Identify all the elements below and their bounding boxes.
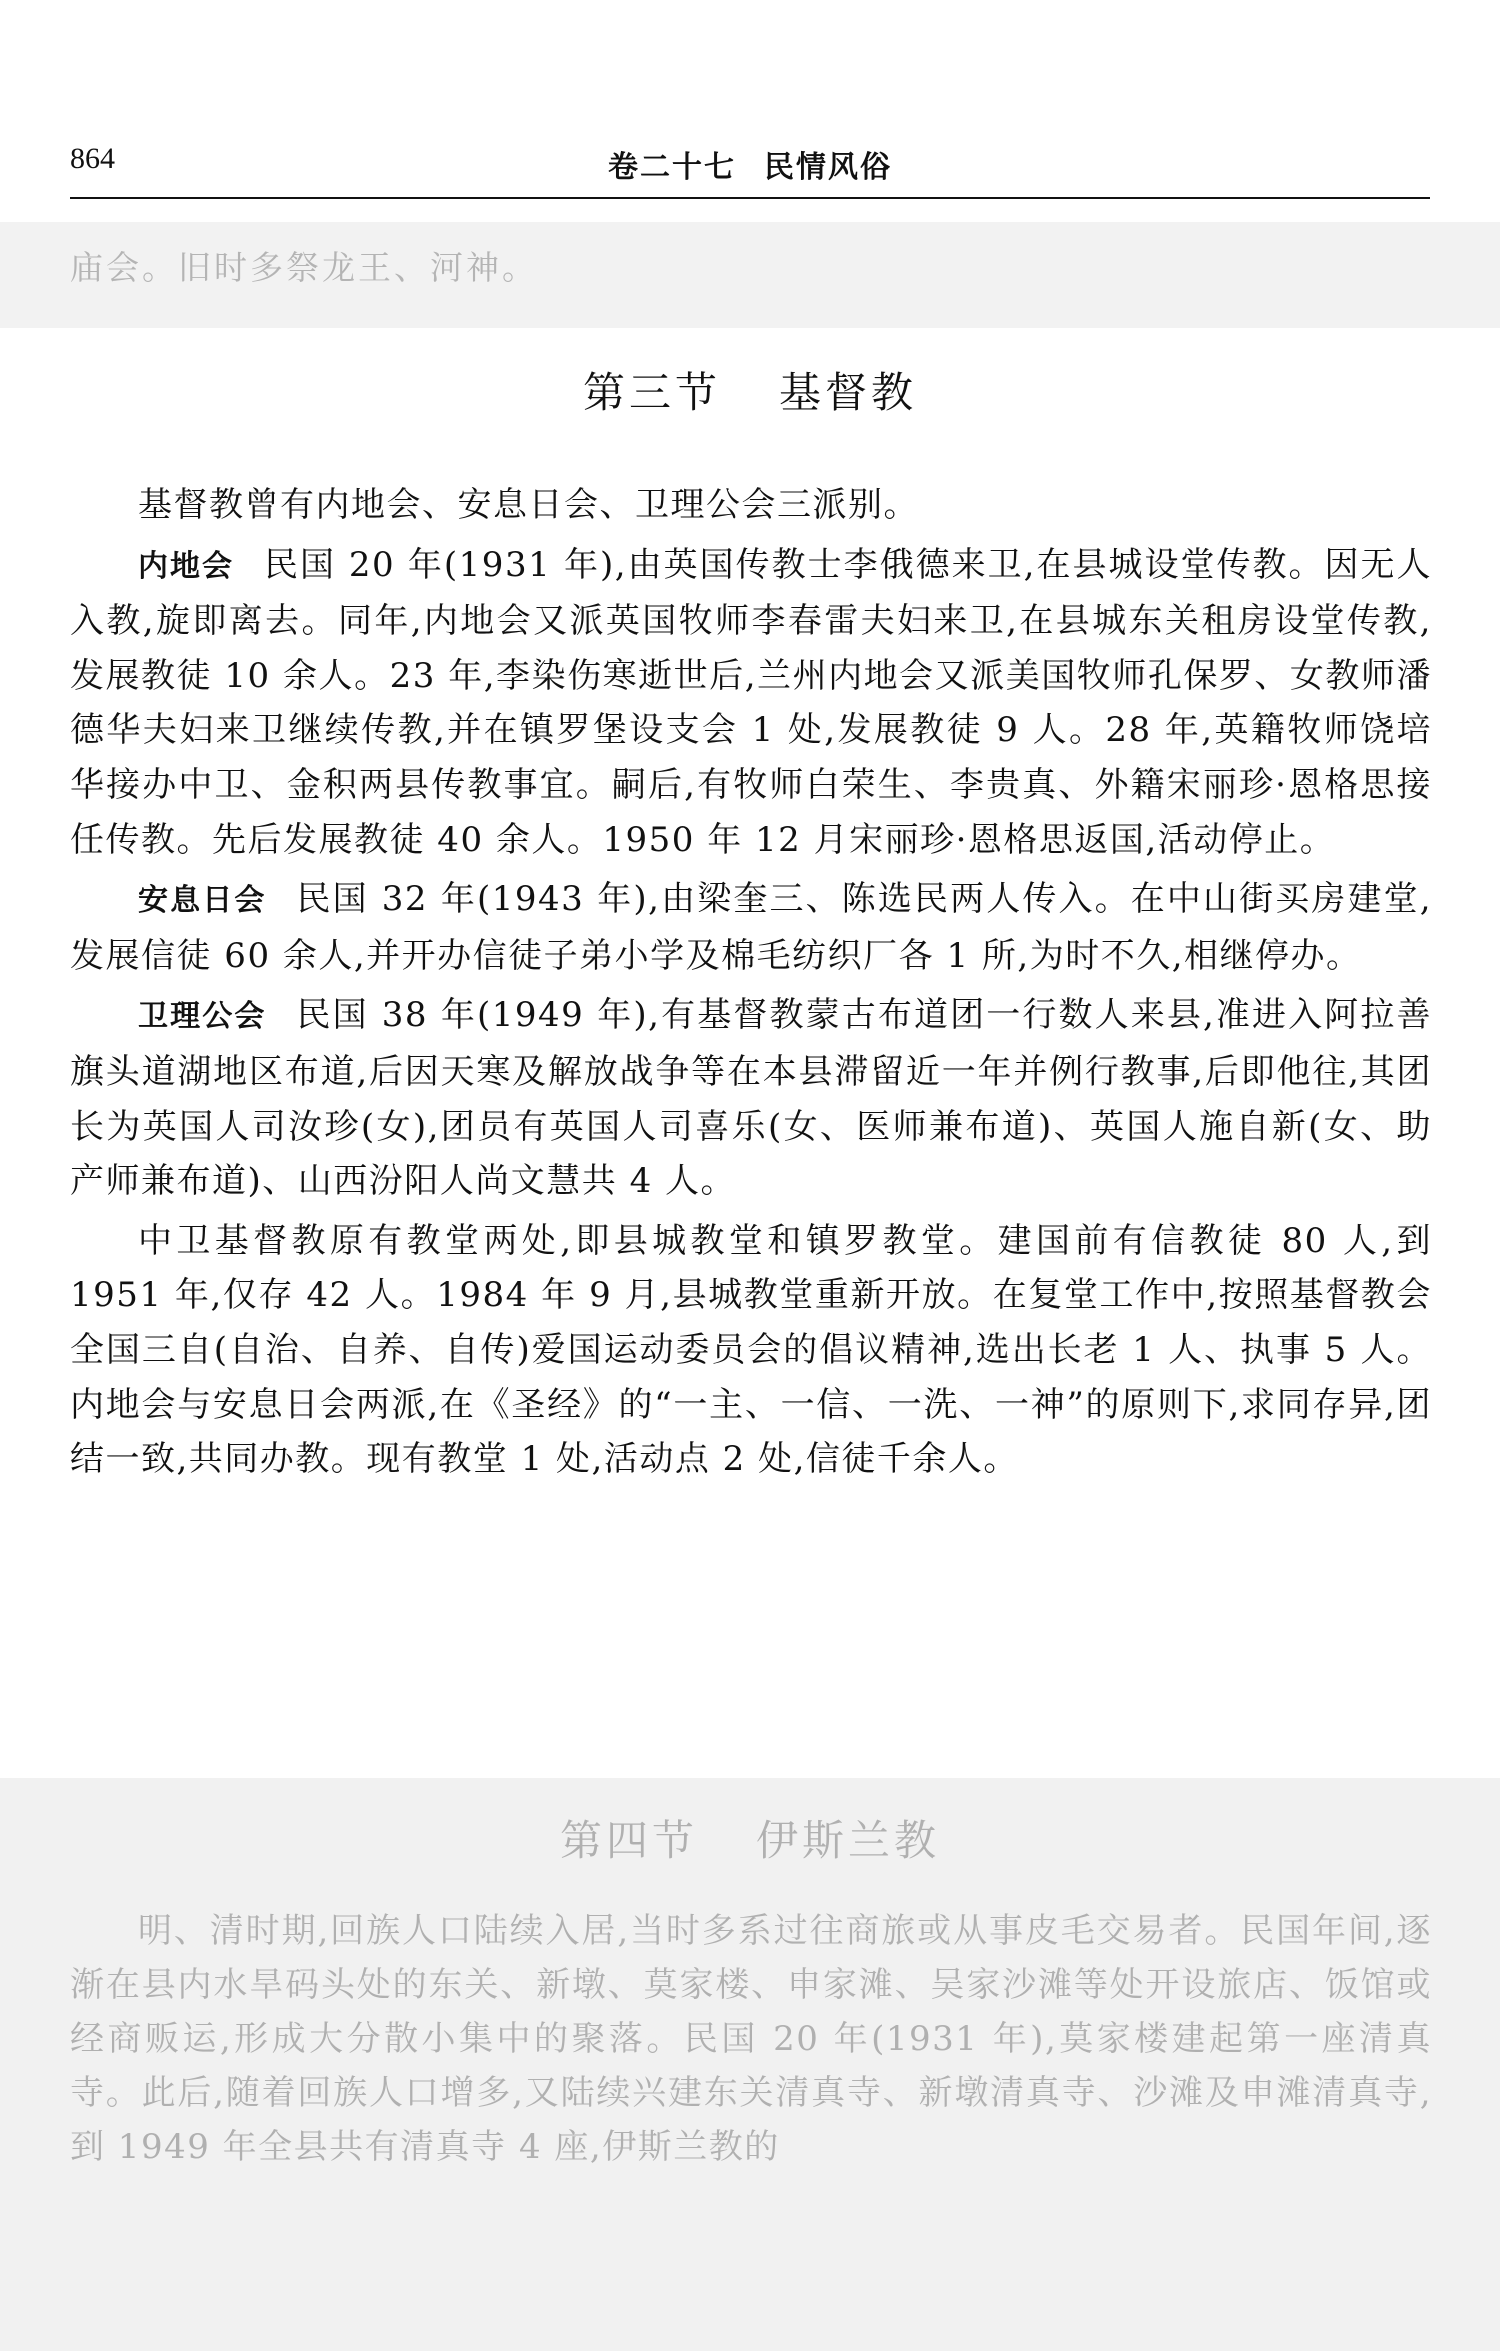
- paragraph-adventist: [70, 872, 1432, 983]
- paragraph-methodist: [70, 988, 1432, 1208]
- running-head: [70, 142, 1430, 186]
- section-name: 伊斯兰教: [756, 1816, 941, 1865]
- islam-paragraph: 明、清时期,回族人口陆续入居,当时多系过往商旅或从事皮毛交易者。民国年间,逐渐在县内水旱码头处的东关、新墩、莫家楼、申家滩、吴家沙滩等处开设旅店、饭馆或经商贩运,形成大分散小集中的聚落。民国 20 年(1931 年),莫家楼建起第一座清真寺。此后,随着回族人口增多,又陆续兴建东关清真寺、新墩清真寺、沙滩及申滩清真寺,到 1949 年全县共有清真寺 4 座,伊斯兰教的: [70, 1911, 1432, 2167]
- chapter-label: 民情风俗: [764, 150, 892, 185]
- section-number: 第三节: [582, 368, 721, 417]
- term-label: 卫理公会: [138, 999, 267, 1035]
- term-label: 内地会: [138, 548, 235, 584]
- section-title-christianity: [0, 360, 1500, 420]
- paragraph-summary: 中卫基督教原有教堂两处,即县城教堂和镇罗教堂。建国前有信教徒 80 人,到 1951 年,仅存 42 人。1984 年 9 月,县城教堂重新开放。在复堂工作中,按照基督教会全国三自(自治、自养、自传)爱国运动委员会的倡议精神,选出长老 1 人、执事 5 人。内地会与安息日会两派,在《圣经》的“一主、一信、一洗、一神”的原则下,求同存异,团结一致,共同办教。现有教堂 1 处,活动点 2 处,信徒千余人。: [70, 1220, 1432, 1480]
- paragraph-inland-mission: [70, 538, 1432, 868]
- top-fragment: 庙会。旧时多祭龙王、河神。: [70, 248, 538, 287]
- page-header: [70, 142, 1430, 194]
- paragraph-text: 民国 20 年(1931 年),由英国传教士李俄德来卫,在县城设堂传教。因无人入教,旋即离去。同年,内地会又派英国牧师李春雷夫妇来卫,在县城东关租房设堂传教,发展教徒 10 余人。23 年,李染伤寒逝世后,兰州内地会又派美国牧师孔保罗、女教师潘德华夫妇来卫继续传教,并在镇罗堡设支会 1 处,发展教徒 9 人。28 年,英籍牧师饶培华接办中卫、金积两县传教事宜。嗣后,有牧师白荣生、李贵真、外籍宋丽珍·恩格思接任传教。先后发展教徒 40 余人。1950 年 12 月宋丽珍·恩格思返国,活动停止。: [70, 544, 1432, 860]
- volume-label: 卷二十七: [608, 150, 736, 185]
- section-name: 基督教: [779, 368, 918, 417]
- paragraph-text: 民国 32 年(1943 年),由梁奎三、陈选民两人传入。在中山街买房建堂,发展信徒 60 余人,并开办信徒子弟小学及棉毛纺织厂各 1 所,为时不久,相继停办。: [70, 879, 1433, 976]
- faded-previous-text: [0, 222, 1500, 328]
- page-number: 864: [70, 142, 115, 175]
- intro-paragraph: 基督教曾有内地会、安息日会、卫理公会三派别。: [138, 485, 919, 525]
- paragraph-text: 民国 38 年(1949 年),有基督教蒙古布道团一行数人来县,准进入阿拉善旗头道湖地区布道,后因天寒及解放战争等在本县滞留近一年并例行教事,后即他往,其团长为英国人司汝珍(女),团员有英国人司喜乐(女、医师兼布道)、英国人施自新(女、助产师兼布道)、山西汾阳人尚文慧共 4 人。: [70, 995, 1433, 1202]
- section-title-islam: [0, 1808, 1500, 1868]
- faded-next-section: [0, 1778, 1500, 2351]
- header-rule: [70, 197, 1430, 199]
- section-number: 第四节: [559, 1816, 698, 1865]
- section-body: [70, 478, 1432, 1487]
- term-label: 安息日会: [138, 883, 267, 919]
